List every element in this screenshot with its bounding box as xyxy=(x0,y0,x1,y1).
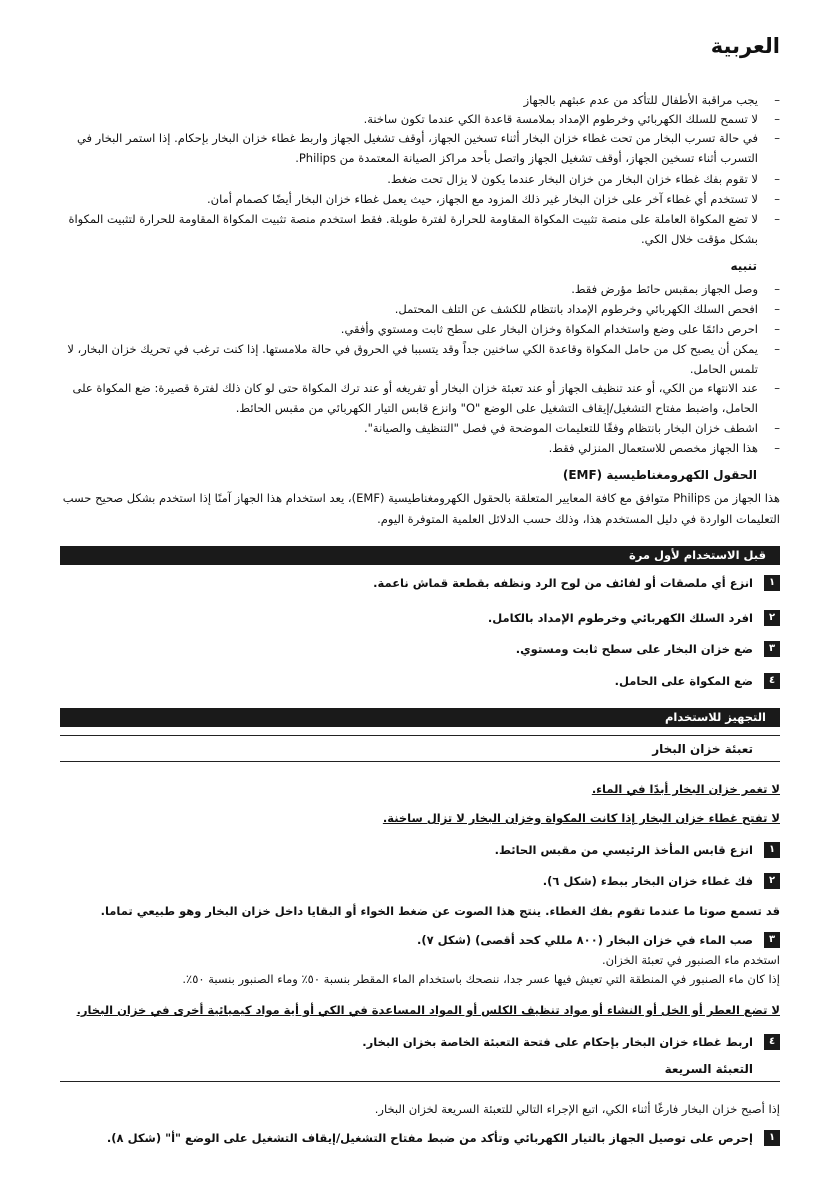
list-item-text: افحص السلك الكهربائي وخرطوم الإمداد بانتظام للكشف عن التلف المحتمل. xyxy=(394,302,758,316)
list-item-text: لا تقوم بفك غطاء خزان البخار من خزان البخار عندما يكون لا يزال تحت ضغط. xyxy=(387,172,758,186)
divider xyxy=(60,1081,780,1082)
bullet-dash: – xyxy=(774,381,780,395)
list-item xyxy=(60,128,780,168)
step-text: اربط غطاء خزان البخار بإحكام على فتحة التعبئة الخاصة بخزان البخار. xyxy=(362,1035,753,1049)
step-item xyxy=(60,932,780,952)
info-text: إذا أصبح خزان البخار فارغًا أثناء الكي، اتبع الإجراء التالي للتعبئة السريعة لخزان البخار. xyxy=(374,1102,780,1116)
subsection-title-quick-fill: التعبئة السريعة xyxy=(664,1062,753,1076)
info-text: استخدم ماء الصنبور في تعبئة الخزان. xyxy=(601,953,780,967)
language-title: العربية xyxy=(710,34,780,58)
list-item xyxy=(60,90,780,110)
list-item-text: يجب مراقبة الأطفال للتأكد من عدم عبثهم بالجهاز xyxy=(523,93,758,107)
step-number: ١ xyxy=(764,842,780,858)
step-item xyxy=(60,673,780,693)
divider xyxy=(60,735,780,736)
bullet-dash: – xyxy=(774,172,780,186)
step-text: انزع قابس المأخذ الرئيسي من مقبس الحائط. xyxy=(494,843,753,857)
step-text: صب الماء في خزان البخار (٨٠٠ مللي كحد أقصى) (شكل ٧). xyxy=(417,933,753,947)
list-item xyxy=(60,109,780,129)
list-item-text: وصل الجهاز بمقبس حائط مؤرض فقط. xyxy=(571,282,758,296)
step-text: فك غطاء خزان البخار ببطء (شكل ٦). xyxy=(542,874,753,888)
list-item-text: هذا الجهاز مخصص للاستعمال المنزلي فقط. xyxy=(548,441,758,455)
step-number: ٣ xyxy=(764,641,780,657)
step-number: ٤ xyxy=(764,673,780,689)
note-text: قد تسمع صوتا ما عندما تقوم بفك الغطاء. ينتج هذا الصوت عن ضغط الخواء أو البقايا داخل خزان البخار وهو طبيعي تماما. xyxy=(100,904,780,918)
list-item-text: عند الانتهاء من الكي، أو عند تنظيف الجهاز أو عند تعبئة خزان البخار أو تفريغه أو عند ترك المكواة حتى لو كان ذلك لفترة قصيرة: ضع المكواة على الحامل، واضبط مفتاح التشغيل/إيقاف التشغيل على الوضع "O" وانزع قابس التيار الكهربائي من مقبس الحائط. xyxy=(72,381,758,415)
subsection-title-filling: تعبئة خزان البخار xyxy=(652,742,753,756)
list-item-text: لا تضع المكواة العاملة على منصة تثبيت المكواة المقاومة للحرارة لفترة طويلة. فقط استخدم منصة تثبيت المكواة المقاومة للحرارة لتثبيت المكواة بشكل مؤقت خلال الكي. xyxy=(68,212,758,246)
list-item-text: اشطف خزان البخار بانتظام وفقًا للتعليمات الموضحة في فصل "التنظيف والصيانة". xyxy=(363,421,758,435)
step-number: ١ xyxy=(764,1130,780,1146)
bullet-dash: – xyxy=(774,441,780,455)
info-text: إذا كان ماء الصنبور في المنطقة التي تعيش فيها عسر جدا، ننصحك باستخدام الماء المقطر بنسبة ٥٠٪ وماء الصنبور بنسبة ٥٠٪. xyxy=(182,972,780,986)
list-item-text: في حالة تسرب البخار من تحت غطاء خزان البخار أثناء تسخين الجهاز، أوقف تشغيل الجهاز واربط غطاء خزان البخار بإحكام. إذا استمر البخار في التسرب أثناء تسخين الجهاز، أوقف تشغيل الجهاز واتصل بأحد مراكز الصيانة المعتمدة من Philips. xyxy=(76,131,758,165)
list-item-text: لا تسمح للسلك الكهربائي وخرطوم الإمداد بملامسة قاعدة الكي عندما تكون ساخنة. xyxy=(363,112,758,126)
list-item xyxy=(60,279,780,299)
list-item xyxy=(60,299,780,319)
step-text: انزع أي ملصقات أو لفائف من لوح الرد ونظفه بقطعة قماش ناعمة. xyxy=(373,576,753,590)
step-number: ٣ xyxy=(764,932,780,948)
list-item-text: يمكن أن يصبح كل من حامل المكواة وقاعدة الكي ساخنين جداً وقد يتسببا في الحروق في حالة ملامستها. إذا كنت ترغب في تحريك خزان البخار، لا تلمس الحامل. xyxy=(67,342,758,376)
step-text: ضع خزان البخار على سطح ثابت ومستوي. xyxy=(515,642,753,656)
list-item xyxy=(60,438,780,458)
step-number: ٢ xyxy=(764,610,780,626)
bullet-dash: – xyxy=(774,342,780,356)
step-item xyxy=(60,641,780,661)
bullet-dash: – xyxy=(774,192,780,206)
step-text: إحرص على توصيل الجهاز بالتيار الكهربائي وتأكد من ضبط مفتاح التشغيل/إيقاف التشغيل على الوضع "أ" (شكل ٨). xyxy=(106,1131,753,1145)
warning-text: لا تفتح غطاء خزان البخار إذا كانت المكواة وخزان البخار لا تزال ساخنة. xyxy=(382,811,780,825)
step-item xyxy=(60,575,780,595)
list-item-text: لا تستخدم أي غطاء آخر على خزان البخار غير ذلك المزود مع الجهاز، حيث يعمل غطاء خزان البخار أيضًا كصمام أمان. xyxy=(206,192,758,206)
list-item xyxy=(60,319,780,339)
bullet-dash: – xyxy=(774,212,780,226)
list-item xyxy=(60,339,780,379)
step-number: ٤ xyxy=(764,1034,780,1050)
list-item xyxy=(60,209,780,249)
section-bar-before-first-use: قبل الاستخدام لأول مرة xyxy=(60,546,780,565)
emf-heading: الحقول الكهرومغناطيسية (EMF) xyxy=(562,468,757,482)
bullet-dash: – xyxy=(774,302,780,316)
bullet-dash: – xyxy=(774,131,780,145)
step-item xyxy=(60,873,780,893)
step-number: ١ xyxy=(764,575,780,591)
step-item xyxy=(60,1130,780,1150)
step-number: ٢ xyxy=(764,873,780,889)
step-item xyxy=(60,842,780,862)
step-text: افرد السلك الكهربائي وخرطوم الإمداد بالكامل. xyxy=(487,611,753,625)
bullet-dash: – xyxy=(774,112,780,126)
divider xyxy=(60,761,780,762)
step-item xyxy=(60,1034,780,1054)
bullet-dash: – xyxy=(774,282,780,296)
list-item xyxy=(60,189,780,209)
bullet-dash: – xyxy=(774,421,780,435)
step-item xyxy=(60,610,780,630)
list-item-text: احرص دائمًا على وضع واستخدام المكواة وخزان البخار على سطح ثابت ومستوي وأفقي. xyxy=(340,322,758,336)
list-item xyxy=(60,169,780,189)
step-text: ضع المكواة على الحامل. xyxy=(614,674,753,688)
list-item xyxy=(60,418,780,438)
bullet-dash: – xyxy=(774,322,780,336)
caution-heading: تنبيه xyxy=(730,259,757,273)
bullet-dash: – xyxy=(774,93,780,107)
emf-paragraph: هذا الجهاز من Philips متوافق مع كافة المعايير المتعلقة بالحقول الكهرومغناطيسية (EMF)، يعد استخدام هذا الجهاز آمنًا إذا استخدم بشكل صحيح حسب التعليمات الواردة في دليل المستخدم هذا، وذلك حسب الدلائل العلمية المتوفرة اليوم. xyxy=(62,491,780,526)
section-bar-preparing: التجهيز للاستخدام xyxy=(60,708,780,727)
list-item xyxy=(60,378,780,418)
warning-text: لا تضع العطر أو الخل أو النشاء أو مواد تنظيف الكلس أو المواد المساعدة في الكي أو أية مواد كيميائية أخرى في خزان البخار. xyxy=(76,1003,780,1017)
warning-text: لا تغمر خزان البخار أبدًا في الماء. xyxy=(591,782,780,796)
